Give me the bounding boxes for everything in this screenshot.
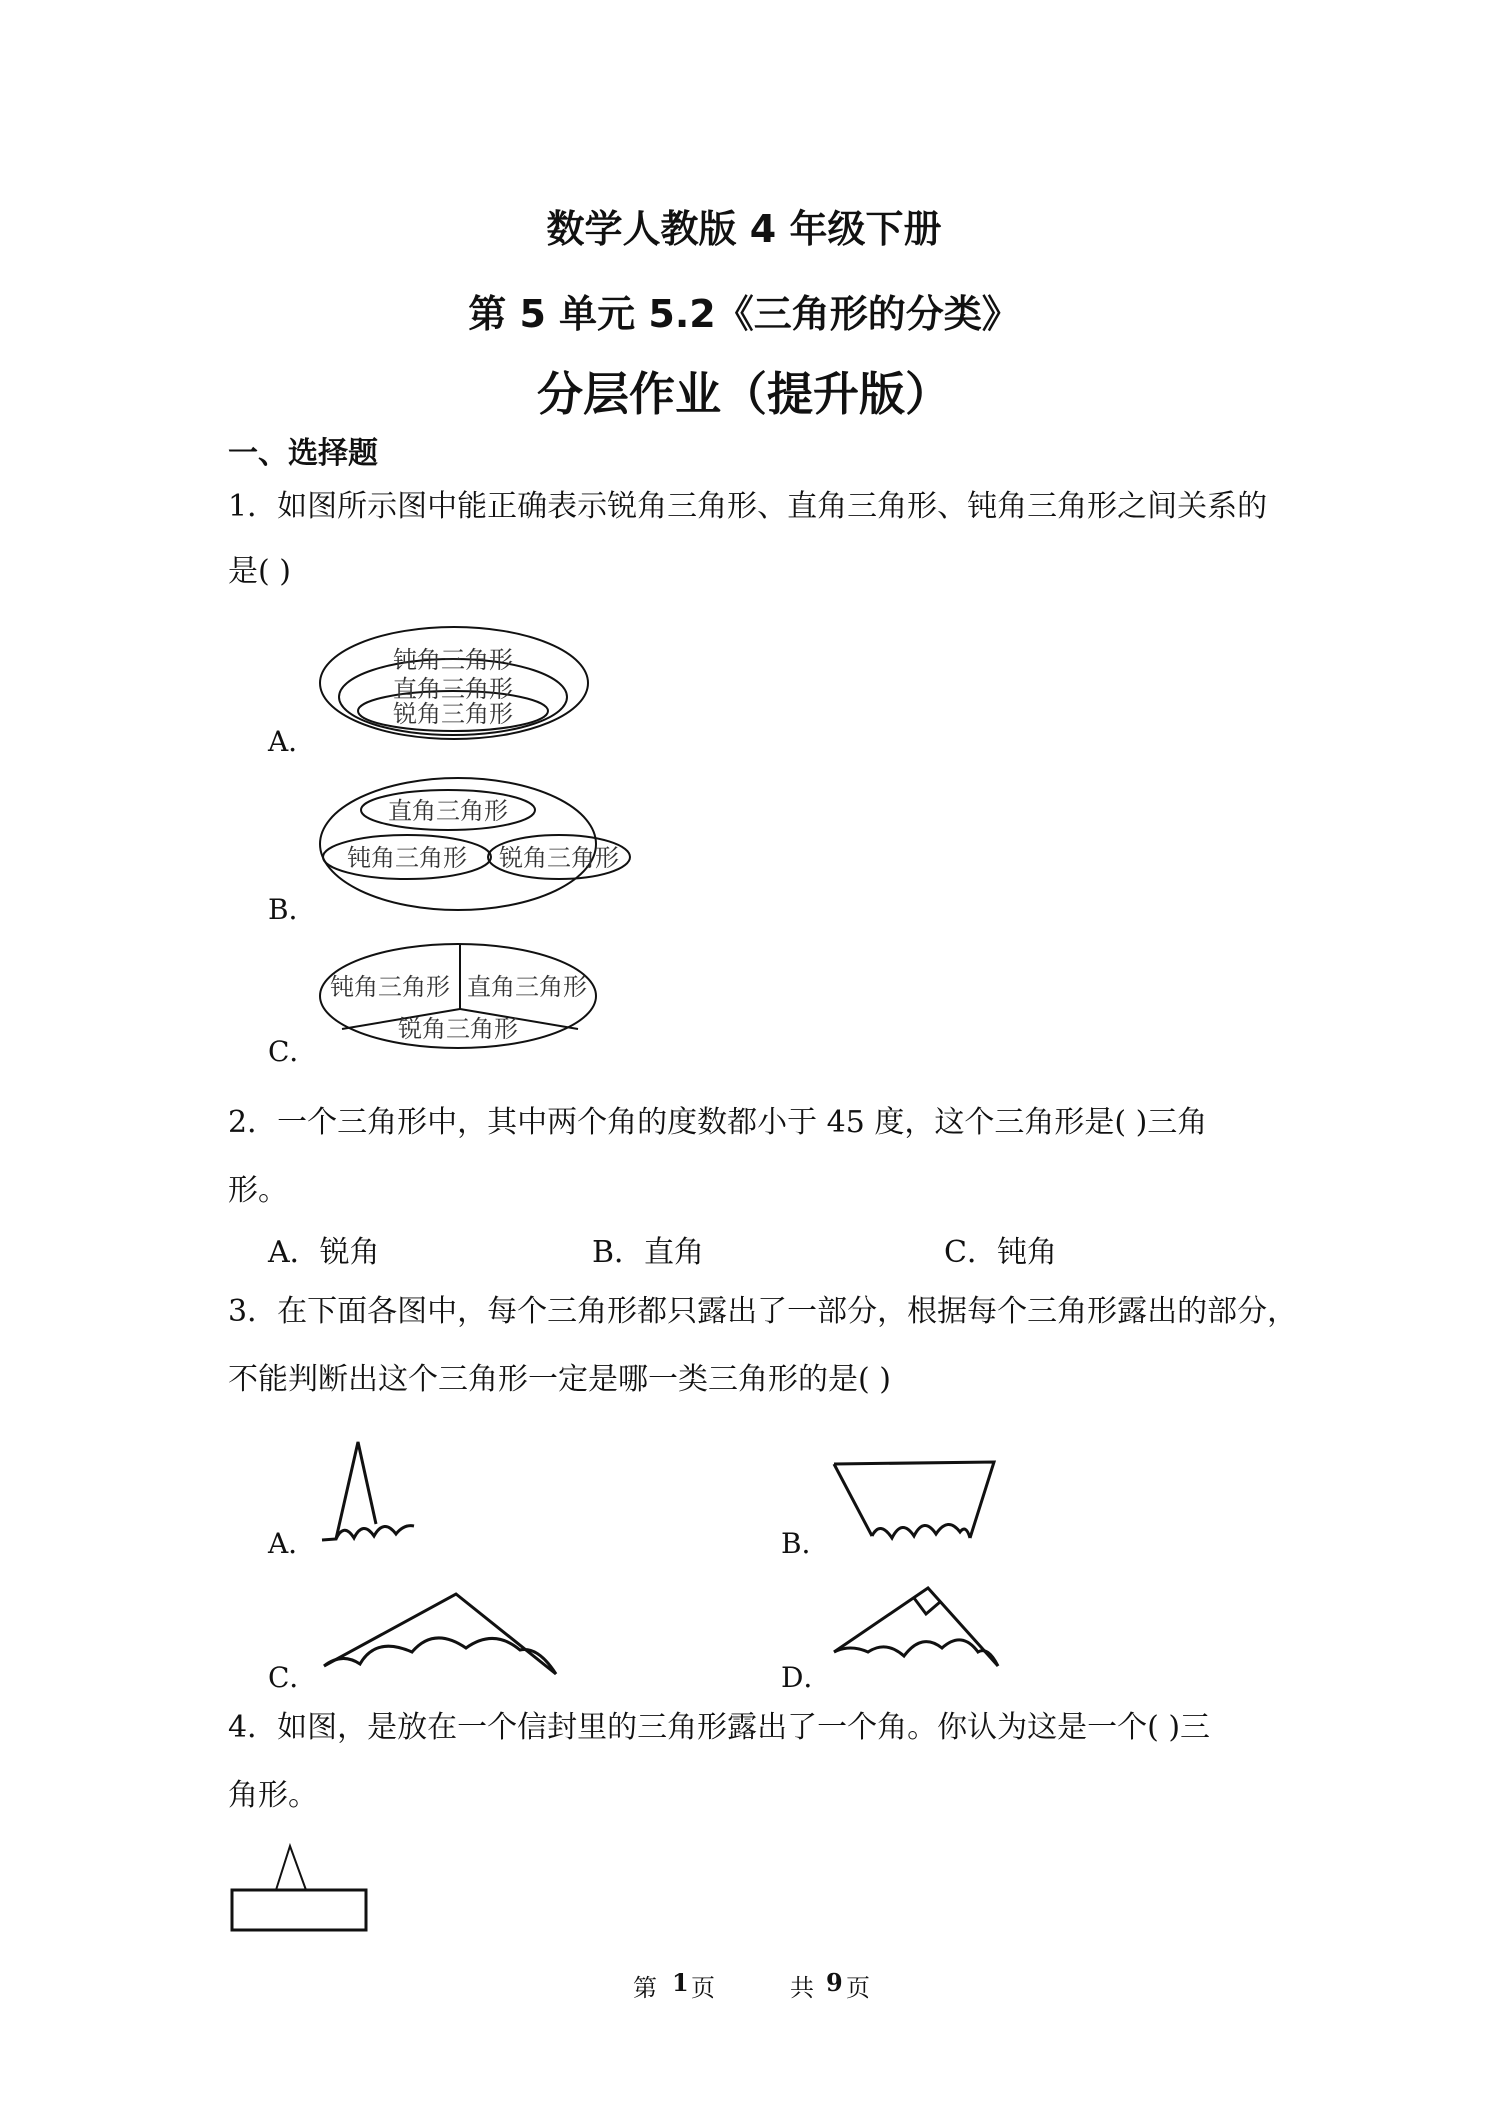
title-line-3: 分层作业（提升版） bbox=[537, 367, 951, 421]
footer-total-number: 9 bbox=[826, 1968, 843, 1997]
q1-a-label-right: 直角三角形 bbox=[393, 675, 513, 703]
title-line-2: 第 5 单元 5.2《三角形的分类》 bbox=[468, 292, 1020, 336]
q2-option-a: A．锐角 bbox=[268, 1235, 380, 1270]
q1-diagram-c bbox=[318, 942, 602, 1054]
q1-option-c-label: C． bbox=[268, 1035, 318, 1068]
q3-figure-d bbox=[830, 1582, 1010, 1680]
q3-figure-b bbox=[830, 1458, 1000, 1548]
q1-a-label-acute: 锐角三角形 bbox=[393, 700, 513, 728]
q1-b-label-right: 直角三角形 bbox=[388, 797, 508, 825]
q3-figure-c bbox=[316, 1590, 562, 1680]
q3-option-c-label: C． bbox=[268, 1661, 318, 1694]
q4-line-2: 角形。 bbox=[228, 1778, 318, 1813]
q4-envelope-figure bbox=[228, 1840, 372, 1934]
footer-page-suffix: 页 bbox=[691, 1974, 715, 2002]
footer-page-prefix: 第 bbox=[633, 1974, 657, 2002]
q1-b-label-obtuse: 钝角三角形 bbox=[347, 844, 467, 872]
q3-figure-a bbox=[318, 1438, 418, 1548]
q3-option-b-label: B． bbox=[781, 1527, 830, 1560]
q3-line-2: 不能判断出这个三角形一定是哪一类三角形的是( ) bbox=[228, 1362, 891, 1397]
title-line-1: 数学人教版 4 年级下册 bbox=[546, 207, 942, 251]
q1-option-b-label: B． bbox=[268, 893, 317, 926]
q1-c-label-acute: 锐角三角形 bbox=[398, 1015, 518, 1043]
q2-line-2: 形。 bbox=[228, 1173, 288, 1208]
footer-page-number: 1 bbox=[672, 1968, 689, 1997]
q1-a-label-obtuse: 钝角三角形 bbox=[393, 646, 513, 674]
footer-total-suffix: 页 bbox=[846, 1974, 870, 2002]
q4-line-1: 4．如图，是放在一个信封里的三角形露出了一个角。你认为这是一个( )三 bbox=[228, 1710, 1211, 1745]
footer-total-prefix: 共 bbox=[790, 1974, 814, 2002]
q3-option-d-label: D． bbox=[781, 1661, 832, 1694]
q3-line-1: 3．在下面各图中，每个三角形都只露出了一部分，根据每个三角形露出的部分， bbox=[228, 1294, 1298, 1329]
q2-option-c: C．钝角 bbox=[944, 1235, 1057, 1270]
q1-option-a-label: A． bbox=[268, 725, 317, 758]
section-title: 一、选择题 bbox=[228, 436, 378, 471]
q1-line-2: 是( ) bbox=[228, 554, 291, 589]
q1-diagram-b bbox=[318, 776, 619, 914]
q1-line-1: 1．如图所示图中能正确表示锐角三角形、直角三角形、钝角三角形之间关系的 bbox=[228, 489, 1268, 524]
q1-c-label-right: 直角三角形 bbox=[467, 973, 587, 1001]
q1-b-label-acute: 锐角三角形 bbox=[499, 844, 619, 872]
q1-diagram-a bbox=[318, 625, 596, 745]
q1-c-label-obtuse: 钝角三角形 bbox=[330, 973, 450, 1001]
q2-option-b: B．直角 bbox=[592, 1235, 705, 1270]
q3-option-a-label: A． bbox=[268, 1527, 317, 1560]
q2-line-1: 2．一个三角形中，其中两个角的度数都小于 45 度，这个三角形是( )三角 bbox=[228, 1105, 1208, 1140]
